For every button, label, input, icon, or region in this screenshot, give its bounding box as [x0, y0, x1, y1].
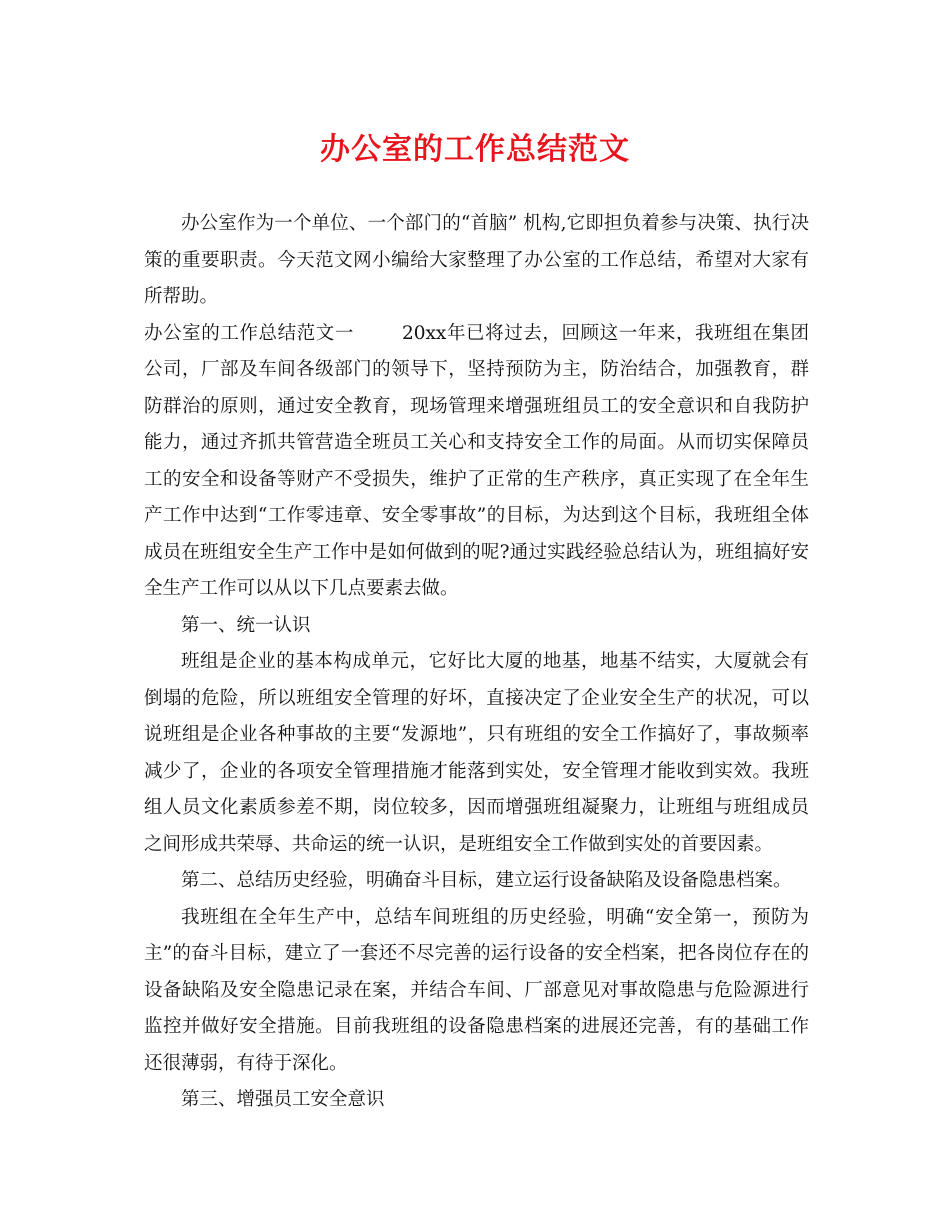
document-body: [144, 206, 809, 1119]
section-1-body: 班组是企业的基本构成单元，它好比大厦的地基，地基不结实，大厦就会有倒塌的危险，所以班组安全管理的好坏，直接决定了企业安全生产的状况，可以说班组是企业各种事故的主要“发源地”，只有班组的安全工作搞好了，事故频率减少了，企业的各项安全管理措施才能落到实处，安全管理才能收到实效。我班组人员文化素质参差不期，岗位较多，因而增强班组凝聚力，让班组与班组成员之间形成共荣辱、共命运的统一认识，是班组安全工作做到实处的首要因素。: [144, 651, 809, 855]
sample-paragraph: [144, 316, 809, 608]
sample-body: 20xx年已将过去，回顾这一年来，我班组在集团公司，厂部及车间各级部门的领导下，坚持预防为主，防治结合，加强教育，群防群治的原则，通过安全教育，现场管理来增强班组员工的安全意识和自我防护能力，通过齐抓共管营造全班员工关心和支持安全工作的局面。从而切实保障员工的安全和设备等财产不受损失，维护了正常的生产秩序，真正实现了在全年生产工作中达到“工作零违章、安全零事故”的目标，为达到这个目标，我班组全体成员在班组安全生产工作中是如何做到的呢?通过实践经验总结认为，班组搞好安全生产工作可以从以下几点要素去做。: [144, 322, 809, 599]
intro-paragraph: 办公室作为一个单位、一个部门的“首脑” 机构,它即担负着参与决策、执行决策的重要职责。今天范文网小编给大家整理了办公室的工作总结，希望对大家有所帮助。: [144, 213, 809, 307]
sample-heading: 办公室的工作总结范文一: [144, 322, 354, 344]
section-3-heading: 第三、增强员工安全意识: [181, 1089, 385, 1110]
section-2-body: 我班组在全年生产中，总结车间班组的历史经验，明确“安全第一，预防为主”的奋斗目标，建立了一套还不尽完善的运行设备的安全档案，把各岗位存在的设备缺陷及安全隐患记录在案，并结合车间、厂部意见对事故隐患与危险源进行监控并做好安全措施。目前我班组的设备隐患档案的进展还完善，有的基础工作还很薄弱，有待于深化。: [144, 906, 809, 1074]
section-2-heading: 第二、总结历史经验，明确奋斗目标，建立运行设备缺陷及设备隐患档案。: [181, 870, 792, 891]
page-title: 办公室的工作总结范文: [320, 132, 630, 167]
section-1-heading: 第一、统一认识: [181, 614, 311, 636]
